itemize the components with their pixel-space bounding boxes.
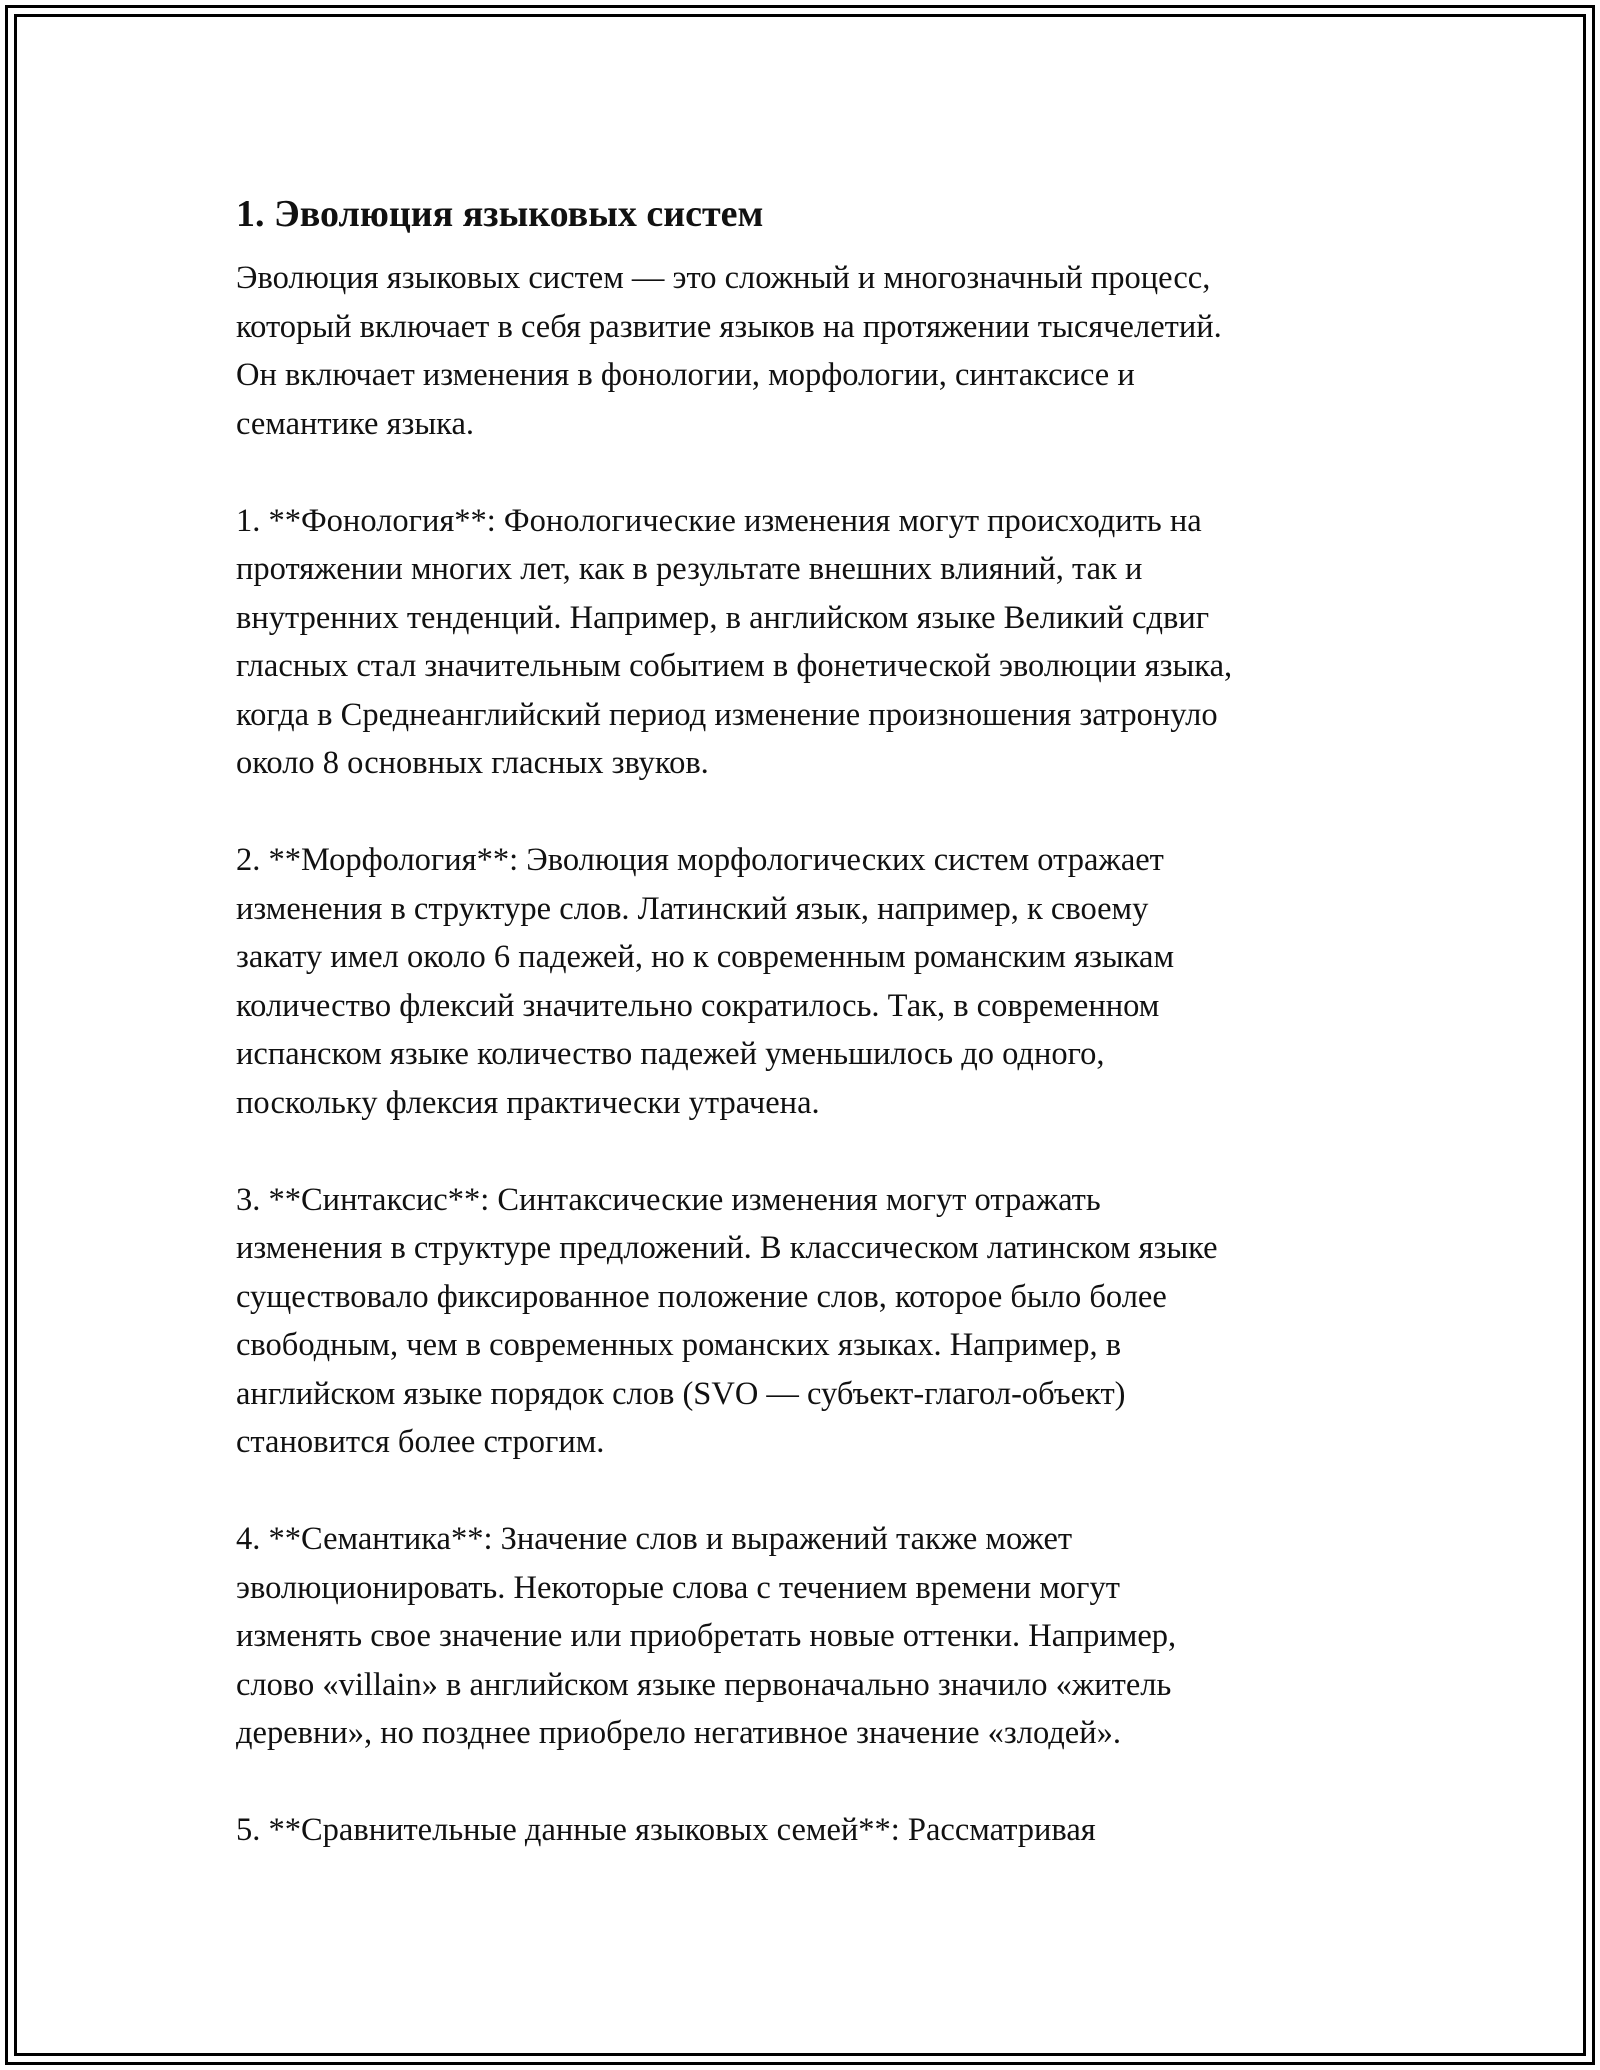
language-families-paragraph: 5. **Сравнительные данные языковых семей**: Рассматривая [236, 1812, 1096, 1848]
semantics-paragraph: 4. **Семантика**: Значение слов и выражений также может эволюционировать. Некоторые слова с течением времени могут изменять свое значение или приобретать новые оттенки. Например, слово «villain» в английском языке первоначально значило «житель деревни», но позднее приобрело негативное значение «злодей». [236, 1521, 1177, 1751]
document-body [236, 186, 1416, 1903]
morphology-paragraph: 2. **Морфология**: Эволюция морфологических систем отражает изменения в структуре слов. Латинский язык, например, к своему закату имел около 6 падежей, но к современным романским языкам количество флексий значительно сократилось. Так, в современном испанском языке количество падежей уменьшилось до одного, поскольку флексия практически утрачена. [236, 842, 1175, 1121]
syntax-paragraph: 3. **Синтаксис**: Синтаксические изменения могут отражать изменения в структуре предложений. В классическом латинском языке существовало фиксированное положение слов, которое было более свободным, чем в современных романских языках. Например, в английском языке порядок слов (SVO — субъект-глагол-объект) становится более строгим. [236, 1181, 1218, 1460]
document-heading: 1. Эволюция языковых систем [236, 193, 764, 235]
intro-paragraph: Эволюция языковых систем — это сложный и многозначный процесс, который включает в себя развитие языков на протяжении тысячелетий. Он включает изменения в фонологии, морфологии, синтаксисе и семантике языка. [236, 260, 1222, 442]
phonology-paragraph: 1. **Фонология**: Фонологические изменения могут происходить на протяжении многих лет, как в результате внешних влияний, так и внутренних тенденций. Например, в английском языке Великий сдвиг гласных стал значительным событием в фонетической эволюции языка, когда в Среднеанглийский период изменение произношения затронуло около 8 основных гласных звуков. [236, 502, 1233, 781]
